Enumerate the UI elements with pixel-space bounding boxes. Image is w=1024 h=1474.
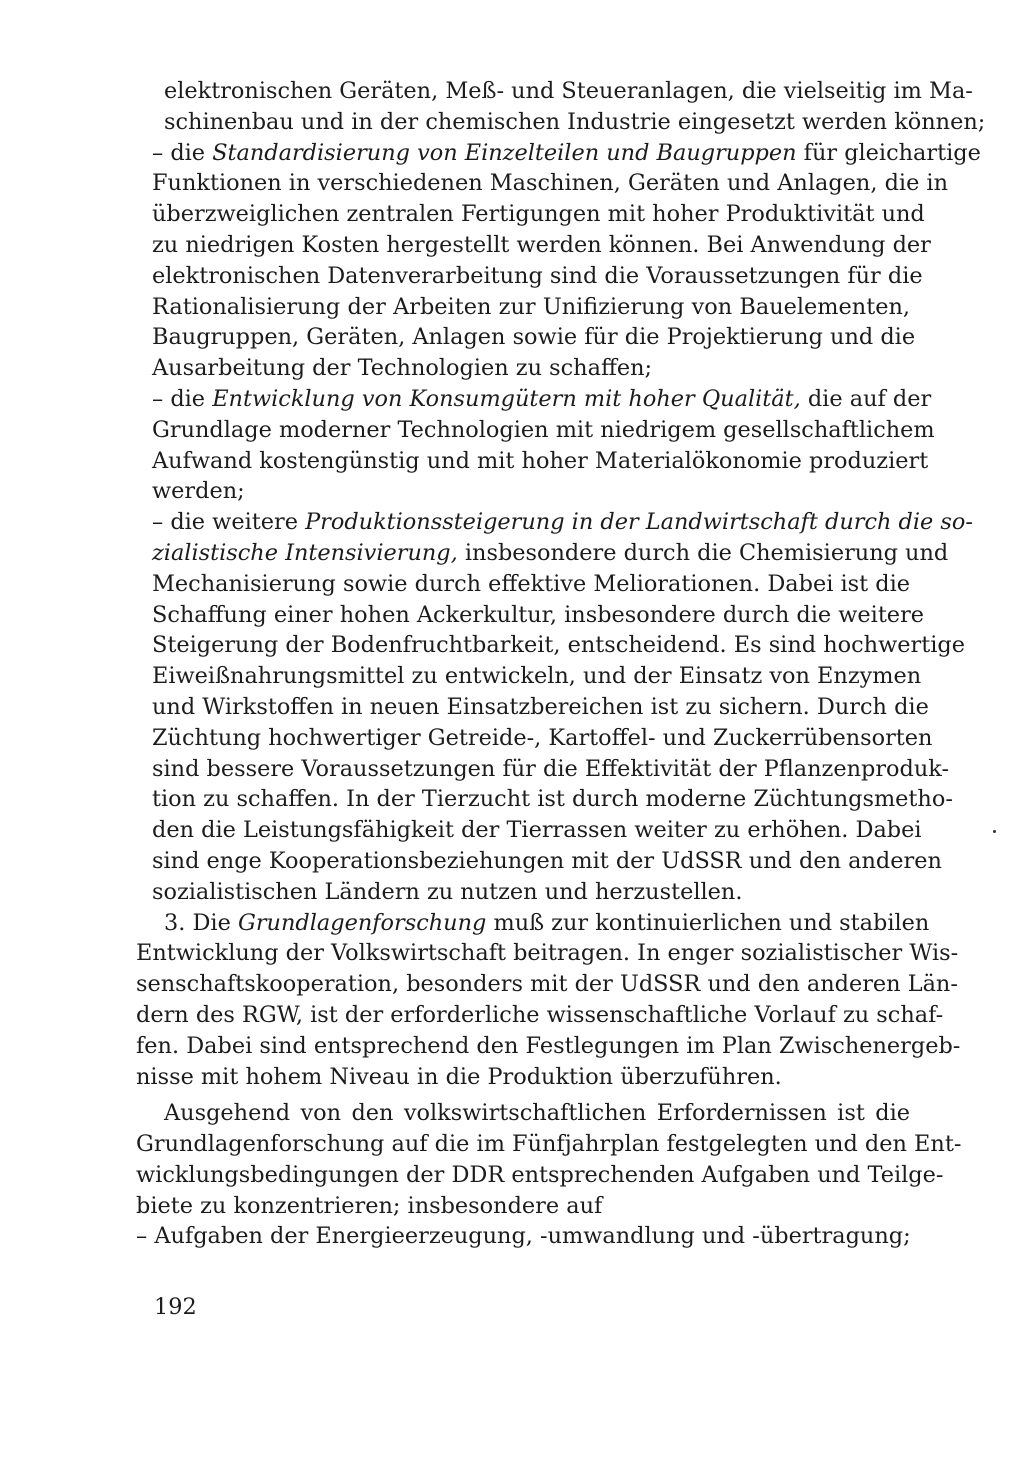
section-number: 3. Die [164, 909, 238, 936]
section-lead-line [120, 908, 930, 939]
list-item-line [120, 384, 932, 415]
text-line: Grundlagenforschung auf die im Fünfjahrplan festgelegten und den Ent- [136, 1131, 962, 1158]
text-line: fen. Dabei sind entsprechend den Festlegungen im Plan Zwischenergeb- [136, 1032, 961, 1059]
text-line: tion zu schaffen. In der Tierzucht ist durch moderne Züchtungsmetho- [152, 786, 953, 813]
document-page [120, 76, 986, 1252]
text-line: überzweiglichen zentralen Fertigungen mit hoher Produktivität und [152, 201, 925, 228]
list-item-lead: – die weitere [152, 509, 306, 536]
emphasis-text: Entwicklung von Konsumgütern mit hoher Qualität, [212, 385, 801, 412]
list-item-line: – Aufgaben der Energieerzeugung, -umwandlung und -übertragung; [136, 1223, 911, 1250]
text-line: Ausarbeitung der Technologien zu schaffen; [152, 355, 653, 382]
text-line: Baugruppen, Geräten, Anlagen sowie für die Projektierung und die [152, 324, 916, 351]
text-line: dern des RGW, ist der erforderliche wissenschaftliche Vorlauf zu schaf- [136, 1001, 944, 1028]
emphasis-text: zialistische Intensivierung, [152, 539, 458, 566]
list-item-lead: – die [152, 385, 213, 412]
text-line: elektronischen Datenverarbeitung sind die Voraussetzungen für die [152, 262, 923, 289]
text-line: biete zu konzentrieren; insbesondere auf [136, 1192, 603, 1219]
text-line: den die Leistungsfähigkeit der Tierrassen weiter zu erhöhen. Dabei [152, 817, 922, 844]
text-line: nisse mit hohem Niveau in die Produktion überzuführen. [136, 1063, 782, 1090]
text-line: Aufwand kostengünstig und mit hoher Materialökonomie produziert [152, 447, 929, 474]
text-fragment: die auf der [800, 385, 932, 412]
text-fragment: muß zur kontinuierlichen und stabilen [486, 909, 930, 936]
text-fragment: insbesondere durch die Chemisierung und [457, 539, 949, 566]
emphasis-text: Standardisierung von Einzelteilen und Baugruppen [212, 139, 797, 166]
text-line: sozialistischen Ländern zu nutzen und herzustellen. [152, 878, 743, 905]
text-line: sind bessere Voraussetzungen für die Effektivität der Pflanzenproduk- [152, 755, 950, 782]
text-line: Schaffung einer hohen Ackerkultur, insbesondere durch die weitere [152, 601, 925, 628]
text-line: senschaftskooperation, besonders mit der UdSSR und den anderen Län- [136, 971, 958, 998]
scan-speck [993, 830, 996, 833]
text-line: Rationalisierung der Arbeiten zur Unifizierung von Bauelementen, [152, 293, 910, 320]
text-line: Entwicklung der Volkswirtschaft beitragen. In enger sozialistischer Wis- [136, 940, 959, 967]
text-line: Steigerung der Bodenfruchtbarkeit, entscheidend. Es sind hochwertige [152, 632, 965, 659]
list-item-lead: – die [152, 139, 213, 166]
emphasis-text: Produktionssteigerung in der Landwirtschaft durch die so- [305, 509, 973, 536]
text-line: Ausgehend von den volkswirtschaftlichen Erfordernissen ist die [164, 1100, 910, 1127]
text-line: Grundlage moderner Technologien mit niedrigem gesellschaftlichem [152, 416, 935, 443]
list-item-line [120, 138, 981, 169]
text-line: schinenbau und in der chemischen Industrie eingesetzt werden können; [164, 108, 986, 135]
text-line: zu niedrigen Kosten hergestellt werden können. Bei Anwendung der [152, 231, 931, 258]
text-line: und Wirkstoffen in neuen Einsatzbereichen ist zu sichern. Durch die [152, 693, 929, 720]
text-line: werden; [152, 478, 245, 505]
page-number: 192 [154, 1294, 197, 1320]
text-line: Züchtung hochwertiger Getreide-, Kartoffel- und Zuckerrübensorten [152, 724, 933, 751]
text-line: sind enge Kooperationsbeziehungen mit der UdSSR und den anderen [152, 847, 942, 874]
text-line: wicklungsbedingungen der DDR entsprechenden Aufgaben und Teilge- [136, 1161, 944, 1188]
text-line: Eiweißnahrungsmittel zu entwickeln, und der Einsatz von Enzymen [152, 663, 922, 690]
text-fragment: für gleichartige [796, 139, 981, 166]
text-line: elektronischen Geräten, Meß- und Steueranlagen, die vielseitig im Ma- [164, 78, 973, 104]
text-line: Funktionen in verschiedenen Maschinen, Geräten und Anlagen, die in [152, 170, 949, 197]
emphasis-text: Grundlagenforschung [237, 909, 487, 936]
text-line: Mechanisierung sowie durch effektive Meliorationen. Dabei ist die [152, 570, 910, 597]
list-item-line [120, 507, 973, 538]
text-line [120, 538, 949, 569]
